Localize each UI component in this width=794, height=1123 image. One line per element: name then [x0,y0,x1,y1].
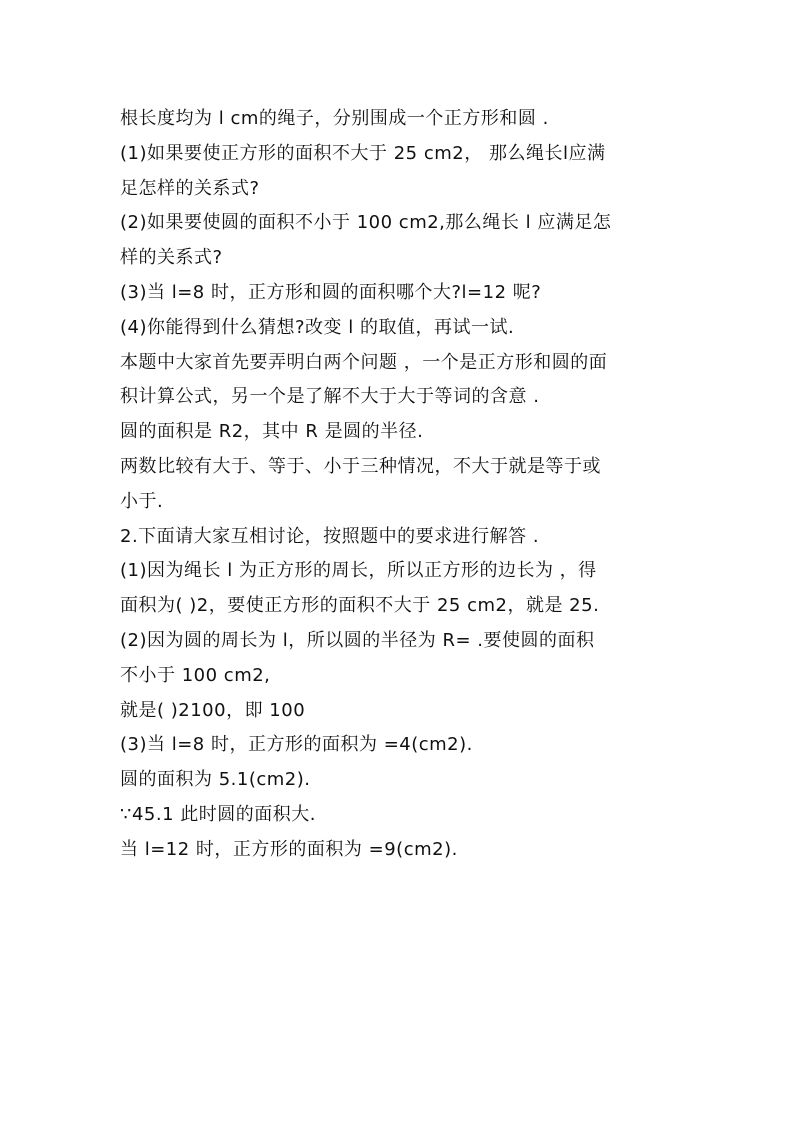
text-line: 面积为( )2，要使正方形的面积不大于 25 cm2，就是 25. [120,595,600,617]
text-line: 根长度均为 l cm的绳子，分别围成一个正方形和圆 . [120,108,549,129]
text-line: 样的关系式? [120,247,223,269]
text-line: 足怎样的关系式? [120,177,260,199]
text-line: ∵45.1 此时圆的面积大. [120,803,316,825]
text-line: (4)你能得到什么猜想?改变 l 的取值，再试一试. [120,316,515,338]
text-line: 当 l=12 时，正方形的面积为 =9(cm2). [120,838,458,860]
text-line: 小于. [120,490,164,512]
text-line: (1)因为绳长 l 为正方形的周长，所以正方形的边长为 ，得 [120,560,597,582]
text-line: 2.下面请大家互相讨论，按照题中的要求进行解答 . [120,525,540,547]
text-line: 本题中大家首先要弄明白两个问题 ，一个是正方形和圆的面 [120,351,608,373]
text-line: 圆的面积是 R2，其中 R 是圆的半径. [120,421,424,443]
text-line: (2)如果要使圆的面积不小于 100 cm2,那么绳长 l 应满足怎 [120,212,612,234]
text-line: 圆的面积为 5.1(cm2). [120,769,311,791]
text-line: 两数比较有大于、等于、小于三种情况，不大于就是等于或 [120,455,601,477]
text-line: 不小于 100 cm2, [120,664,271,686]
document-body [120,102,680,868]
text-line: (1)如果要使正方形的面积不大于 25 cm2， 那么绳长l应满 [120,142,606,164]
text-line: 就是( )2100，即 100 [120,699,306,721]
text-line: (3)当 l=8 时，正方形和圆的面积哪个大?l=12 呢? [120,281,542,303]
text-line: (3)当 l=8 时，正方形的面积为 =4(cm2). [120,734,473,756]
text-line: (2)因为圆的周长为 l，所以圆的半径为 R= .要使圆的面积 [120,629,595,651]
text-line: 积计算公式，另一个是了解不大于大于等词的含意 . [120,386,540,408]
